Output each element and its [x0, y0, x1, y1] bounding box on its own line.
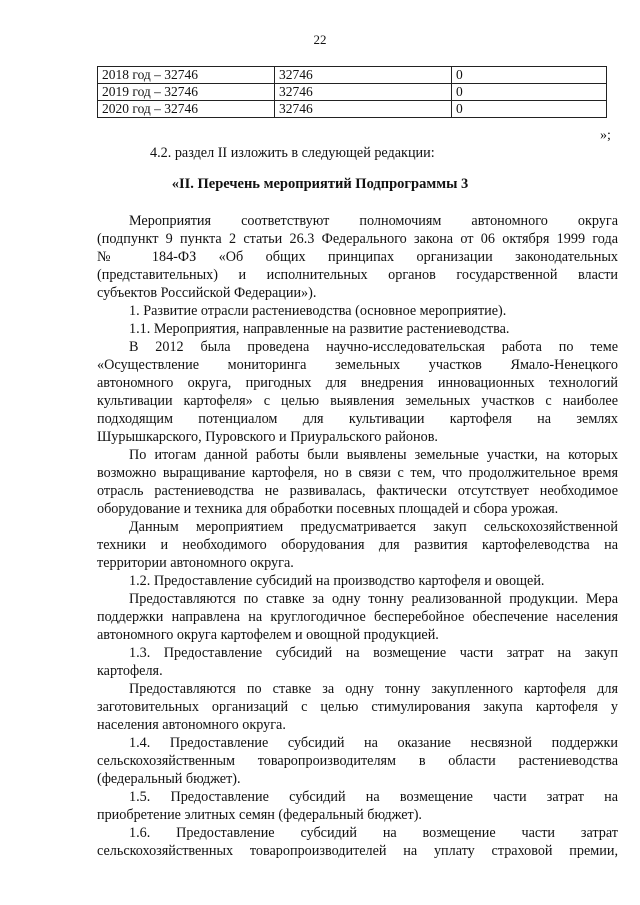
text-line: 1.6. Предоставление субсидий на возмещение части затрат: [129, 825, 618, 841]
text-line: автономного округа, пригодных для внедрения инновационных технологий: [97, 375, 618, 391]
text-line: Шурышкарского, Пуровского и Приуральского районов.: [97, 429, 438, 445]
text-line: поддержки направлена на круглогодичное бесперебойное обеспечение населения: [97, 609, 618, 625]
text-line: 1. Развитие отрасли растениеводства (основное мероприятие).: [129, 303, 507, 319]
text-line: сельскохозяйственным товаропроизводителям в области растениеводства: [97, 753, 618, 769]
text-line: «Осуществление мониторинга земельных участков Ямало-Ненецкого: [97, 357, 618, 373]
text-line: Данным мероприятием предусматривается закуп сельскохозяйственной: [129, 519, 618, 535]
text-line: (представительных) и исполнительных органов государственной власти: [97, 267, 618, 283]
text-line: заготовительных организаций с целью стимулирования закупа картофеля у: [97, 699, 618, 715]
text-line: субъектов Российской Федерации»).: [97, 285, 317, 301]
text-line: оборудование и техника для обработки посевных площадей и сбора урожая.: [97, 501, 559, 517]
text-line: 1.1. Мероприятия, направленные на развитие растениеводства.: [129, 321, 510, 337]
text-line: сельскохозяйственных товаропроизводителей на уплату страховой премии,: [97, 843, 618, 859]
table-cell: 0: [452, 84, 607, 101]
text-line: населения автономного округа.: [97, 717, 286, 733]
text-line: № 184-ФЗ «Об общих принципах организации законодательных: [97, 249, 618, 265]
closing-quote: »;: [600, 128, 611, 143]
table-cell: 0: [452, 101, 607, 118]
table-cell: 32746: [275, 84, 452, 101]
text-line: Предоставляются по ставке за одну тонну закупленного картофеля для: [129, 681, 618, 697]
text-line: 1.4. Предоставление субсидий на оказание несвязной поддержки: [129, 735, 618, 751]
text-line: 1.3. Предоставление субсидий на возмещение части затрат на закуп: [129, 645, 618, 661]
text-line: приобретение элитных семян (федеральный бюджет).: [97, 807, 422, 823]
table-row: [98, 101, 607, 118]
text-line: подходящим потенциалом для культивации картофеля на землях: [97, 411, 618, 427]
budget-table: [97, 66, 607, 118]
text-line: Предоставляются по ставке за одну тонну реализованной продукции. Мера: [129, 591, 618, 607]
text-line: (подпункт 9 пункта 2 статьи 26.3 Федерального закона от 06 октября 1999 года: [97, 231, 618, 247]
table-row: [98, 84, 607, 101]
page-number: 22: [313, 32, 327, 47]
text-line: техники и необходимого оборудования для развития картофелеводства на: [97, 537, 618, 553]
text-line: По итогам данной работы были выявлены земельные участки, на которых: [129, 447, 618, 463]
table-cell: 2019 год – 32746: [98, 84, 275, 101]
text-line: (федеральный бюджет).: [97, 771, 241, 787]
text-line: В 2012 была проведена научно-исследовательская работа по теме: [129, 339, 618, 355]
text-line: автономного округа картофелем и овощной продукцией.: [97, 627, 439, 643]
table-cell: 0: [452, 67, 607, 84]
text-line: культивации картофеля» с целью выявления земельных участков с наиболее: [97, 393, 618, 409]
text-line: 1.5. Предоставление субсидий на возмещение части затрат на: [129, 789, 618, 805]
table-cell: 2020 год – 32746: [98, 101, 275, 118]
table-row: [98, 67, 607, 84]
table-cell: 32746: [275, 101, 452, 118]
text-line: 1.2. Предоставление субсидий на производство картофеля и овощей.: [129, 573, 545, 589]
text-line: картофеля.: [97, 663, 163, 679]
text-line: возможно выращивание картофеля, но в связи с тем, что продолжительное время: [97, 465, 618, 481]
text-line: отрасль растениеводства не развивалась, фактически отсутствует необходимое: [97, 483, 618, 499]
table-cell: 32746: [275, 67, 452, 84]
table-cell: 2018 год – 32746: [98, 67, 275, 84]
text-line: Мероприятия соответствуют полномочиям автономного округа: [129, 213, 618, 229]
section-heading: «II. Перечень мероприятий Подпрограммы 3: [171, 176, 469, 192]
intro-line: 4.2. раздел II изложить в следующей редакции:: [150, 145, 435, 161]
text-line: территории автономного округа.: [97, 555, 294, 571]
